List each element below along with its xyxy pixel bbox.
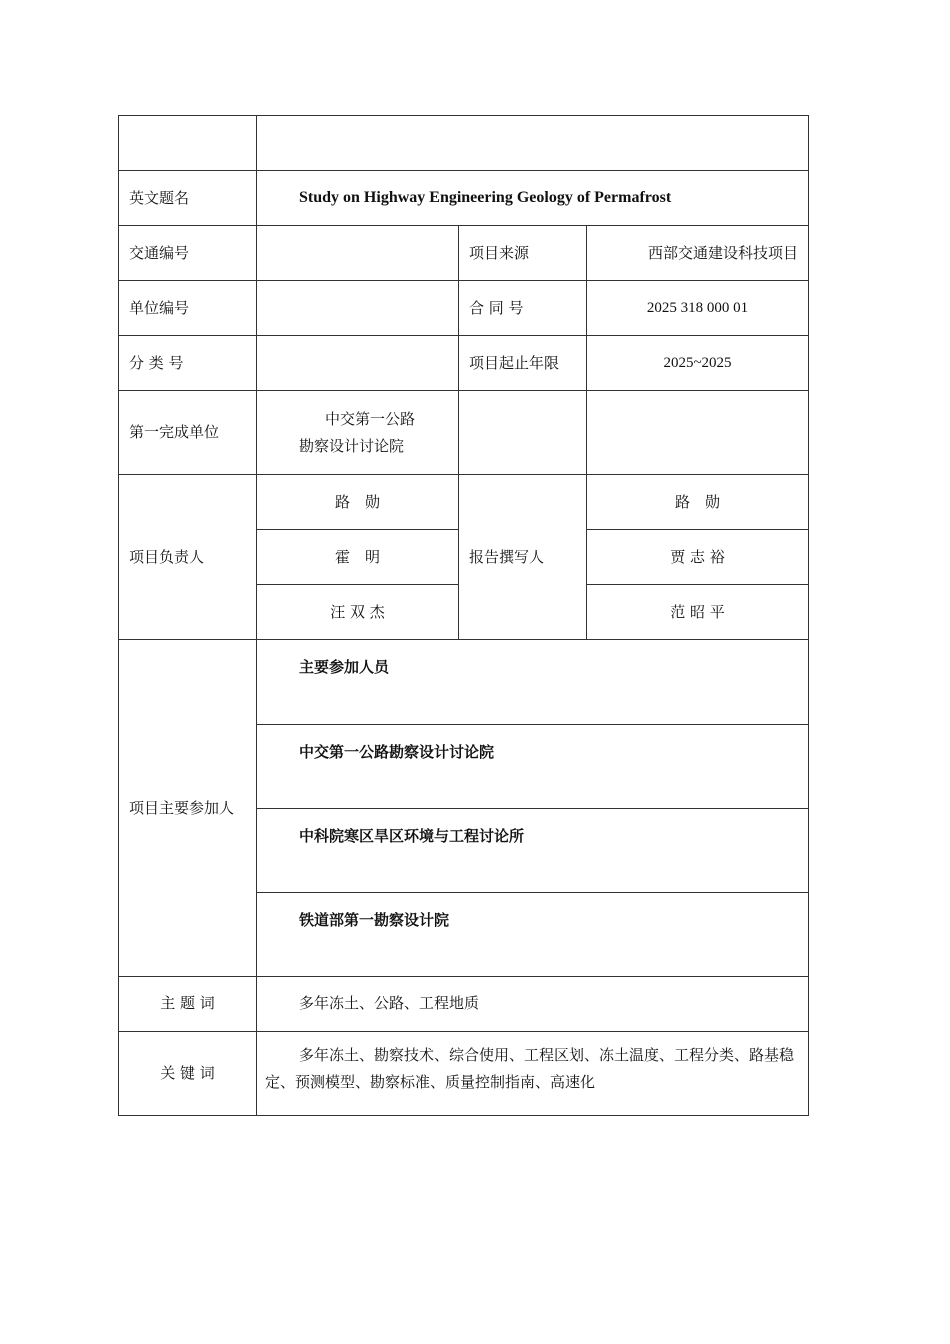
transport-no-value bbox=[257, 226, 459, 281]
leader-name: 霍 明 bbox=[257, 530, 459, 585]
unit-no-value bbox=[257, 281, 459, 336]
period-label: 项目起止年限 bbox=[459, 336, 587, 391]
blank-label-cell bbox=[119, 116, 257, 171]
keywords-label: 关 键 词 bbox=[119, 1031, 257, 1115]
leader-label: 项目负责人 bbox=[119, 475, 257, 640]
english-title-label: 英文题名 bbox=[119, 171, 257, 226]
period-value: 2025~2025 bbox=[587, 336, 809, 391]
project-source-value: 西部交通建设科技项目 bbox=[587, 226, 809, 281]
table-row bbox=[119, 475, 809, 530]
table-row bbox=[119, 640, 809, 724]
participant-section: 中科院寒区旱区环境与工程讨论所 bbox=[257, 808, 809, 892]
table-row bbox=[119, 116, 809, 171]
table-row bbox=[119, 1031, 809, 1115]
project-source-label: 项目来源 bbox=[459, 226, 587, 281]
writer-name: 路 勋 bbox=[587, 475, 809, 530]
writer-name: 贾 志 裕 bbox=[587, 530, 809, 585]
subject-value: 多年冻土、公路、工程地质 bbox=[257, 976, 809, 1031]
empty-cell bbox=[587, 391, 809, 475]
keywords-value: 多年冻土、勘察技术、综合使用、工程区划、冻土温度、工程分类、路基稳定、预测模型、勘察标准、质量控制指南、高速化 bbox=[257, 1031, 809, 1115]
table-row bbox=[119, 336, 809, 391]
first-unit-line: 勘察设计讨论院 bbox=[299, 436, 405, 455]
contract-no-label: 合 同 号 bbox=[459, 281, 587, 336]
participant-section: 中交第一公路勘察设计讨论院 bbox=[257, 724, 809, 808]
leader-name: 汪 双 杰 bbox=[257, 585, 459, 640]
contract-no-value: 2025 318 000 01 bbox=[587, 281, 809, 336]
category-no-label: 分 类 号 bbox=[119, 336, 257, 391]
table-row bbox=[119, 391, 809, 475]
unit-no-label: 单位编号 bbox=[119, 281, 257, 336]
project-info-table bbox=[118, 115, 809, 1116]
subject-label: 主 题 词 bbox=[119, 976, 257, 1031]
writer-label: 报告撰写人 bbox=[459, 475, 587, 640]
table-row bbox=[119, 281, 809, 336]
participant-section: 主要参加人员 bbox=[257, 640, 809, 724]
participants-label: 项目主要参加人 bbox=[119, 640, 257, 976]
english-title-value: Study on Highway Engineering Geology of Permafrost bbox=[257, 171, 809, 226]
leader-name: 路 勋 bbox=[257, 475, 459, 530]
first-unit-line: 中交第一公路 bbox=[325, 409, 416, 428]
blank-value-cell bbox=[257, 116, 809, 171]
category-no-value bbox=[257, 336, 459, 391]
table-row bbox=[119, 171, 809, 226]
first-unit-label: 第一完成单位 bbox=[119, 391, 257, 475]
empty-cell bbox=[459, 391, 587, 475]
transport-no-label: 交通编号 bbox=[119, 226, 257, 281]
first-unit-value bbox=[257, 391, 459, 475]
table-row bbox=[119, 226, 809, 281]
participant-section: 铁道部第一勘察设计院 bbox=[257, 892, 809, 976]
writer-name: 范 昭 平 bbox=[587, 585, 809, 640]
table-row bbox=[119, 976, 809, 1031]
